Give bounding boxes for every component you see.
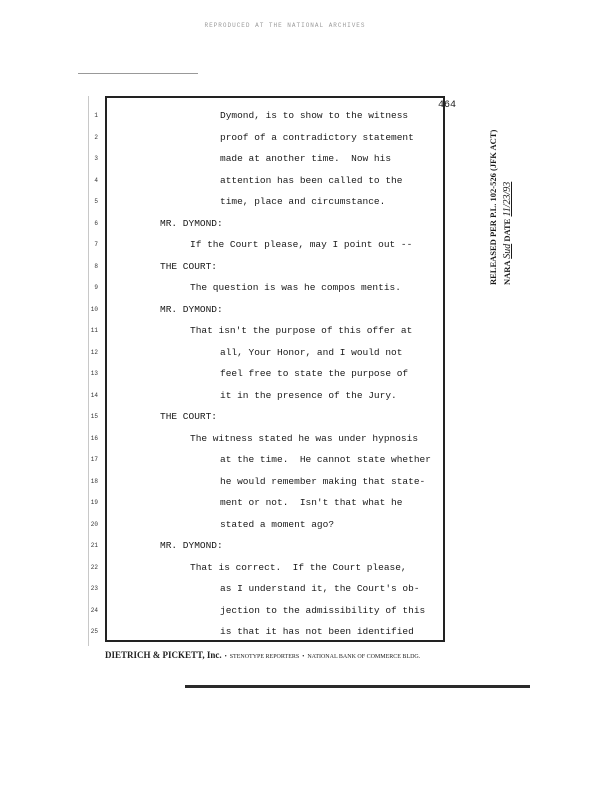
line-number: 6 [94,219,98,227]
transcript-line: The question is was he compos mentis. [190,282,401,293]
line-number: 15 [90,413,98,420]
reporter-role: STENOTYPE REPORTERS [229,654,300,660]
transcript-line: The witness stated he was under hypnosis [190,432,419,444]
line-number: 24 [90,606,98,614]
line-number: 22 [90,563,98,571]
line-number: 25 [90,628,98,635]
transcript-line: THE COURT: [160,260,218,272]
date-label: DATE [502,218,512,242]
page-number: 464 [438,100,457,111]
line-number: 5 [94,198,98,205]
transcript-line: MR. DYMOND: [160,217,223,229]
transcript-line: If the Court please, may I point out -- [190,239,413,250]
line-number: 16 [90,434,98,442]
release-date: 11/23/93 [502,181,513,217]
line-number: 13 [90,370,98,377]
line-number: 23 [90,585,98,592]
transcript-line: proof of a contradictory statement [220,131,414,143]
nara-label: NARA [502,260,512,285]
nara-signature: Sud [502,243,513,259]
transcript-line: THE COURT: [160,411,218,422]
line-number: 7 [94,241,98,248]
transcript-line: Dymond, is to show to the witness [220,110,409,121]
transcript-line: That is correct. If the Court please, [190,561,407,573]
line-number: 4 [94,176,98,184]
transcript-line: MR. DYMOND: [160,303,223,315]
transcript-line: feel free to state the purpose of [220,368,409,379]
line-number: 1 [94,112,98,119]
reporter-footer [105,650,450,660]
transcript-line: all, Your Honor, and I would not [220,346,403,358]
release-stamp-line1: RELEASED PER P.L. 102-526 (JFK ACT) [488,129,498,285]
line-number: 10 [90,305,98,313]
line-number: 21 [90,542,98,549]
transcript-line: That isn't the purpose of this offer at [190,325,413,336]
transcript-line: jection to the admissibility of this [220,604,426,616]
line-number: 11 [90,327,98,334]
release-stamp [488,90,528,290]
footer-separator: • [300,654,308,660]
transcript-line: made at another time. Now his [220,153,392,164]
line-number: 19 [90,499,98,506]
release-stamp-line2 [502,182,513,285]
transcript-line: MR. DYMOND: [160,540,223,551]
footer-separator: • [223,654,230,660]
transcript-line: it in the presence of the Jury. [220,389,397,401]
line-number: 2 [94,133,98,141]
transcript-line: is that it has not been identified [220,626,414,637]
transcript-line: attention has been called to the [220,174,403,186]
transcript-line: time, place and circumstance. [220,196,386,207]
line-number: 18 [90,477,98,485]
transcript-line: ment or not. Isn't that what he [220,497,403,508]
line-number: 3 [94,155,98,162]
line-number: 8 [94,262,98,270]
reporter-location: NATIONAL BANK OF COMMERCE BLDG. [307,654,421,660]
transcript-line: at the time. He cannot state whether [220,454,431,465]
transcript-line: he would remember making that state- [220,475,426,487]
transcript-line: as I understand it, the Court's ob- [220,583,420,594]
scan-artifact-bottom-rule [185,685,530,688]
line-number: 20 [90,520,98,528]
line-number: 17 [90,456,98,463]
line-number: 9 [94,284,98,291]
transcript-line: stated a moment ago? [220,518,335,530]
archives-header: REPRODUCED AT THE NATIONAL ARCHIVES [204,22,366,29]
line-number: 14 [90,391,98,399]
reporter-firm: DIETRICH & PICKETT, Inc. [105,650,222,660]
line-number: 12 [90,348,98,356]
scan-artifact-rule [78,73,198,74]
